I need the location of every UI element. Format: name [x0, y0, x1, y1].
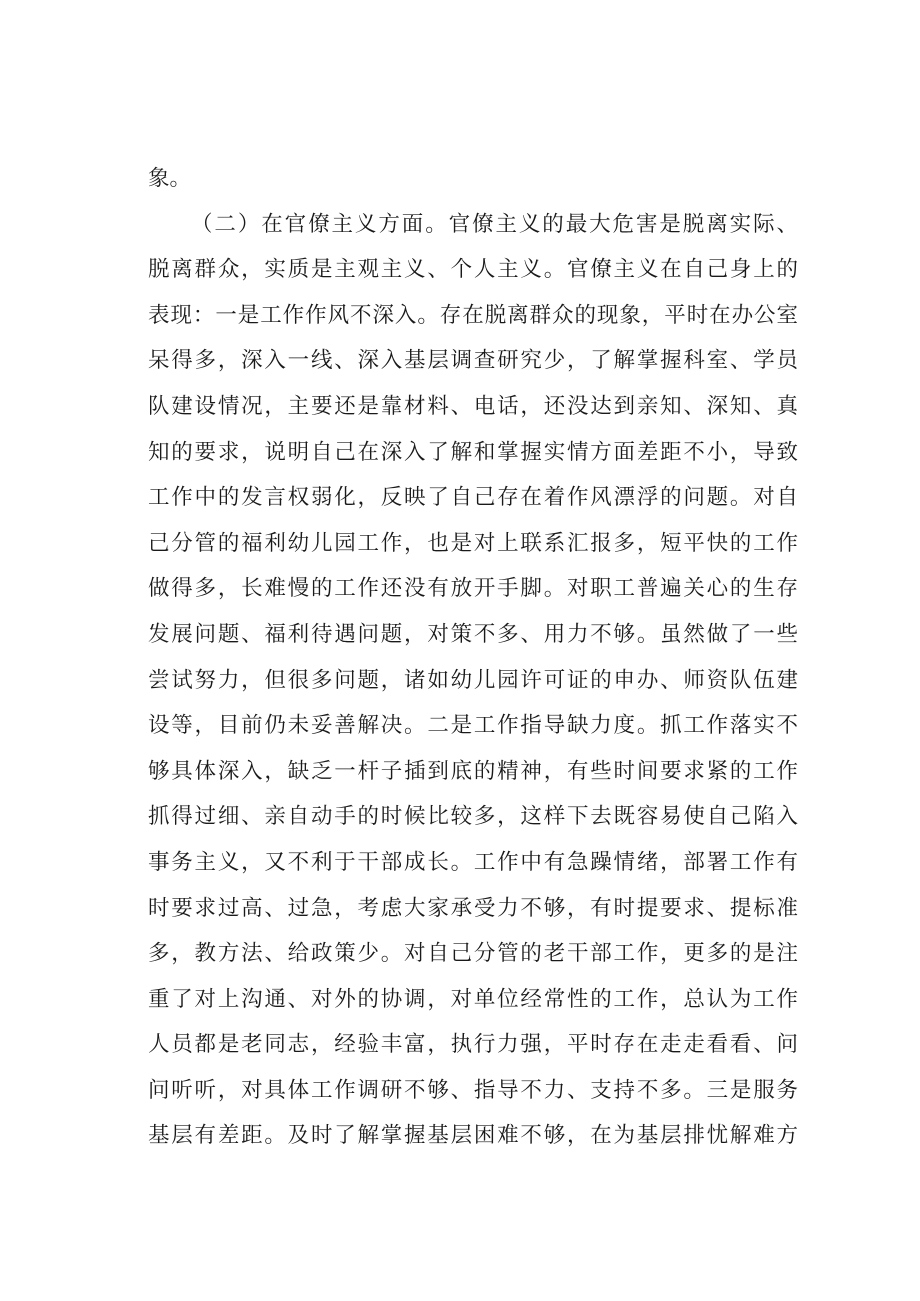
text-line: 人员都是老同志，经验丰富，执行力强，平时存在走走看看、问 — [148, 1032, 798, 1058]
text-line: 己分管的福利幼儿园工作，也是对上联系汇报多，短平快的工作 — [148, 530, 798, 556]
text-line: 知的要求，说明自己在深入了解和掌握实情方面差距不小，导致 — [148, 439, 798, 465]
paragraph-heading-line: （二）在官僚主义方面。官僚主义的最大危害是脱离实际、 — [191, 211, 798, 237]
text-line: 设等，目前仍未妥善解决。二是工作指导缺力度。抓工作落实不 — [148, 713, 798, 739]
text-line: 事务主义，又不利于干部成长。工作中有急躁情绪，部署工作有 — [148, 849, 798, 875]
body-text — [148, 156, 798, 1159]
text-line: 脱离群众，实质是主观主义、个人主义。官僚主义在自己身上的 — [148, 257, 798, 283]
text-line: 做得多，长难慢的工作还没有放开手脚。对职工普遍关心的生存 — [148, 576, 798, 602]
text-line: 象。 — [148, 166, 192, 191]
text-line: 队建设情况，主要还是靠材料、电话，还没达到亲知、深知、真 — [148, 393, 798, 419]
text-line: 基层有差距。及时了解掌握基层困难不够，在为基层排忧解难方 — [148, 1123, 798, 1149]
text-line: 问听听，对具体工作调研不够、指导不力、支持不多。三是服务 — [148, 1077, 798, 1103]
text-line: 尝试努力，但很多问题，诸如幼儿园许可证的申办、师资队伍建 — [148, 667, 798, 693]
text-line: 重了对上沟通、对外的协调，对单位经常性的工作，总认为工作 — [148, 986, 798, 1012]
text-line: 呆得多，深入一线、深入基层调查研究少，了解掌握科室、学员 — [148, 348, 798, 374]
text-line: 表现：一是工作作风不深入。存在脱离群众的现象，平时在办公室 — [148, 302, 798, 328]
text-line: 发展问题、福利待遇问题，对策不多、用力不够。虽然做了一些 — [148, 621, 798, 647]
text-line: 多，教方法、给政策少。对自己分管的老干部工作，更多的是注 — [148, 941, 798, 967]
text-line: 工作中的发言权弱化，反映了自己存在着作风漂浮的问题。对自 — [148, 485, 798, 511]
text-line: 抓得过细、亲自动手的时候比较多，这样下去既容易使自己陷入 — [148, 804, 798, 830]
text-line: 够具体深入，缺乏一杆子插到底的精神，有些时间要求紧的工作 — [148, 758, 798, 784]
text-line: 时要求过高、过急，考虑大家承受力不够，有时提要求、提标准 — [148, 895, 798, 921]
